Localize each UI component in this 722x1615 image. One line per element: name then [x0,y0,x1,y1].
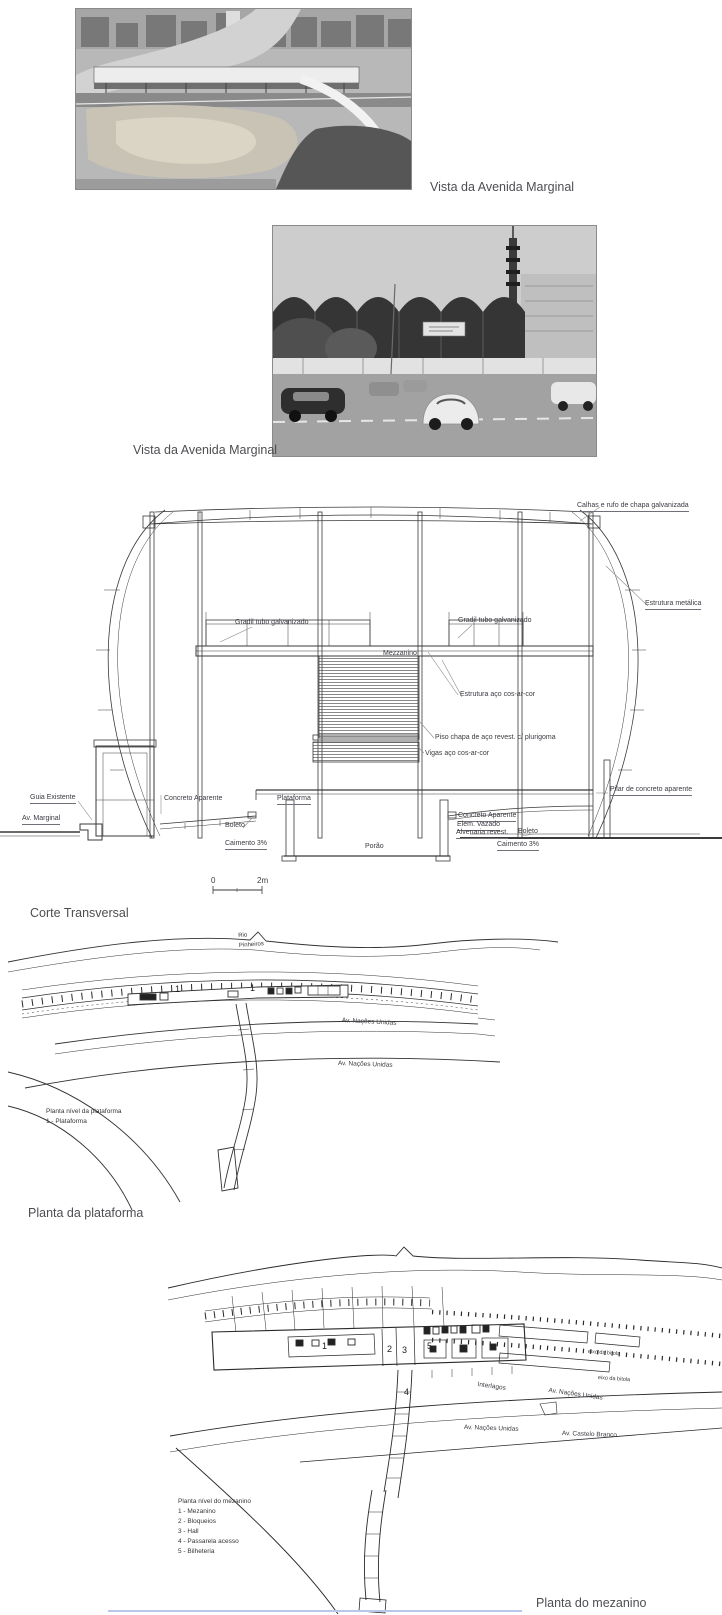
label-porao: Porão [365,843,384,850]
label-estrutura-metalica: Estrutura metálica [645,600,701,610]
label-guia-existente: Guia Existente [30,794,76,804]
label-interlagos: Interlagos [477,1381,507,1392]
photo-street-image [273,226,596,456]
label-piso-chapa: Piso chapa de aço revest. c/ plurigoma [435,734,556,741]
section-caption: Corte Transversal [30,906,129,920]
mezzanine-plan-legend [178,1497,251,1557]
mezz-legend-item-5: 5 - Bilheteria [178,1548,215,1555]
label-calhas: Calhas e rufo de chapa galvanizada [577,502,689,512]
label-plataforma: Plataforma [277,795,311,805]
platform-plan-num-1a: 1 [175,984,181,994]
label-concreto-aparente-right: Concreto Aparente [458,812,516,822]
cross-section-drawing [0,478,722,896]
label-alvenaria: Alvenaria revest. [456,829,508,839]
scale-zero: 0 [211,876,216,885]
label-av-castelo-branco: Av. Castelo Branco [561,1430,618,1439]
mezz-legend-item-4: 4 - Passarela acesso [178,1538,239,1545]
mezz-num-5: 5 [427,1341,433,1351]
platform-plan-drawing [0,925,722,1225]
label-mezzanino: Mezzanino [383,650,417,657]
label-av-nacoes-unidas-2: Av. Nações Unidas [337,1060,393,1069]
photo1-caption: Vista da Avenida Marginal [430,180,575,194]
label-pilar-concreto: Pilar de concreto aparente [610,786,692,796]
rio-line1: Rio [238,932,248,939]
label-gradil-right: Gradil tubo galvanizado [458,617,532,624]
label-boleto-left: Boleto [225,822,245,829]
rio-line2: Pinheiros [238,941,265,949]
mezz-num-4: 4 [404,1387,410,1397]
label-av-nacoes-unidas-1: Av. Nações Unidas [341,1017,397,1027]
photo2-caption: Vista da Avenida Marginal [133,443,278,457]
mezzanine-plan-drawing [0,1245,722,1615]
platform-legend-item-1: 1 - Plataforma [46,1118,87,1125]
label-elem-vazado: Elem. Vazado [457,821,500,831]
label-mezz-av-nacoes-2: Av. Nações Unidas [463,1424,519,1433]
label-boleto-right: Boleto [518,828,538,835]
mezz-num-2: 2 [387,1344,393,1354]
label-eixo-2: eixo da bitola [597,1375,631,1384]
label-rio-pinheiros [238,930,264,952]
platform-legend-title: Planta nível da plataforma [46,1108,122,1115]
label-av-marginal: Av. Marginal [22,815,60,825]
bottom-rule [108,1610,522,1612]
mezz-legend-title: Planta nível do mezanino [178,1498,251,1505]
mezzanine-plan-caption: Planta do mezanino [536,1596,647,1610]
label-eixo-1: eixo da bitola [587,1349,621,1358]
label-caimento-right: Caimento 3% [497,841,539,851]
photo-street-marginal [272,225,597,457]
scale-2m: 2m [257,876,269,885]
mezz-legend-item-3: 3 - Hall [178,1528,199,1535]
label-estrutura-aco: Estrutura aço cos-ar-cor [460,691,536,698]
mezz-legend-item-2: 2 - Bloqueios [178,1518,216,1525]
mezz-num-3: 3 [402,1345,408,1355]
label-concreto-aparente-left: Concreto Aparente [164,795,223,802]
photo-aerial-image [76,9,411,189]
platform-plan-legend [46,1107,122,1127]
mezz-legend-item-1: 1 - Mezanino [178,1508,216,1515]
photo-aerial-marginal [75,8,412,190]
label-vigas-aco: Vigas aço cos-ar-cor [425,750,490,757]
label-caimento-left: Caimento 3% [225,840,267,850]
label-mezz-av-nacoes-1: Av. Nações Unidas [548,1387,604,1402]
platform-plan-caption: Planta da plataforma [28,1206,144,1220]
label-gradil-left: Gradil tubo galvanizado [235,619,309,626]
mezz-num-1: 1 [322,1341,328,1351]
platform-plan-num-1b: 1 [250,983,256,993]
